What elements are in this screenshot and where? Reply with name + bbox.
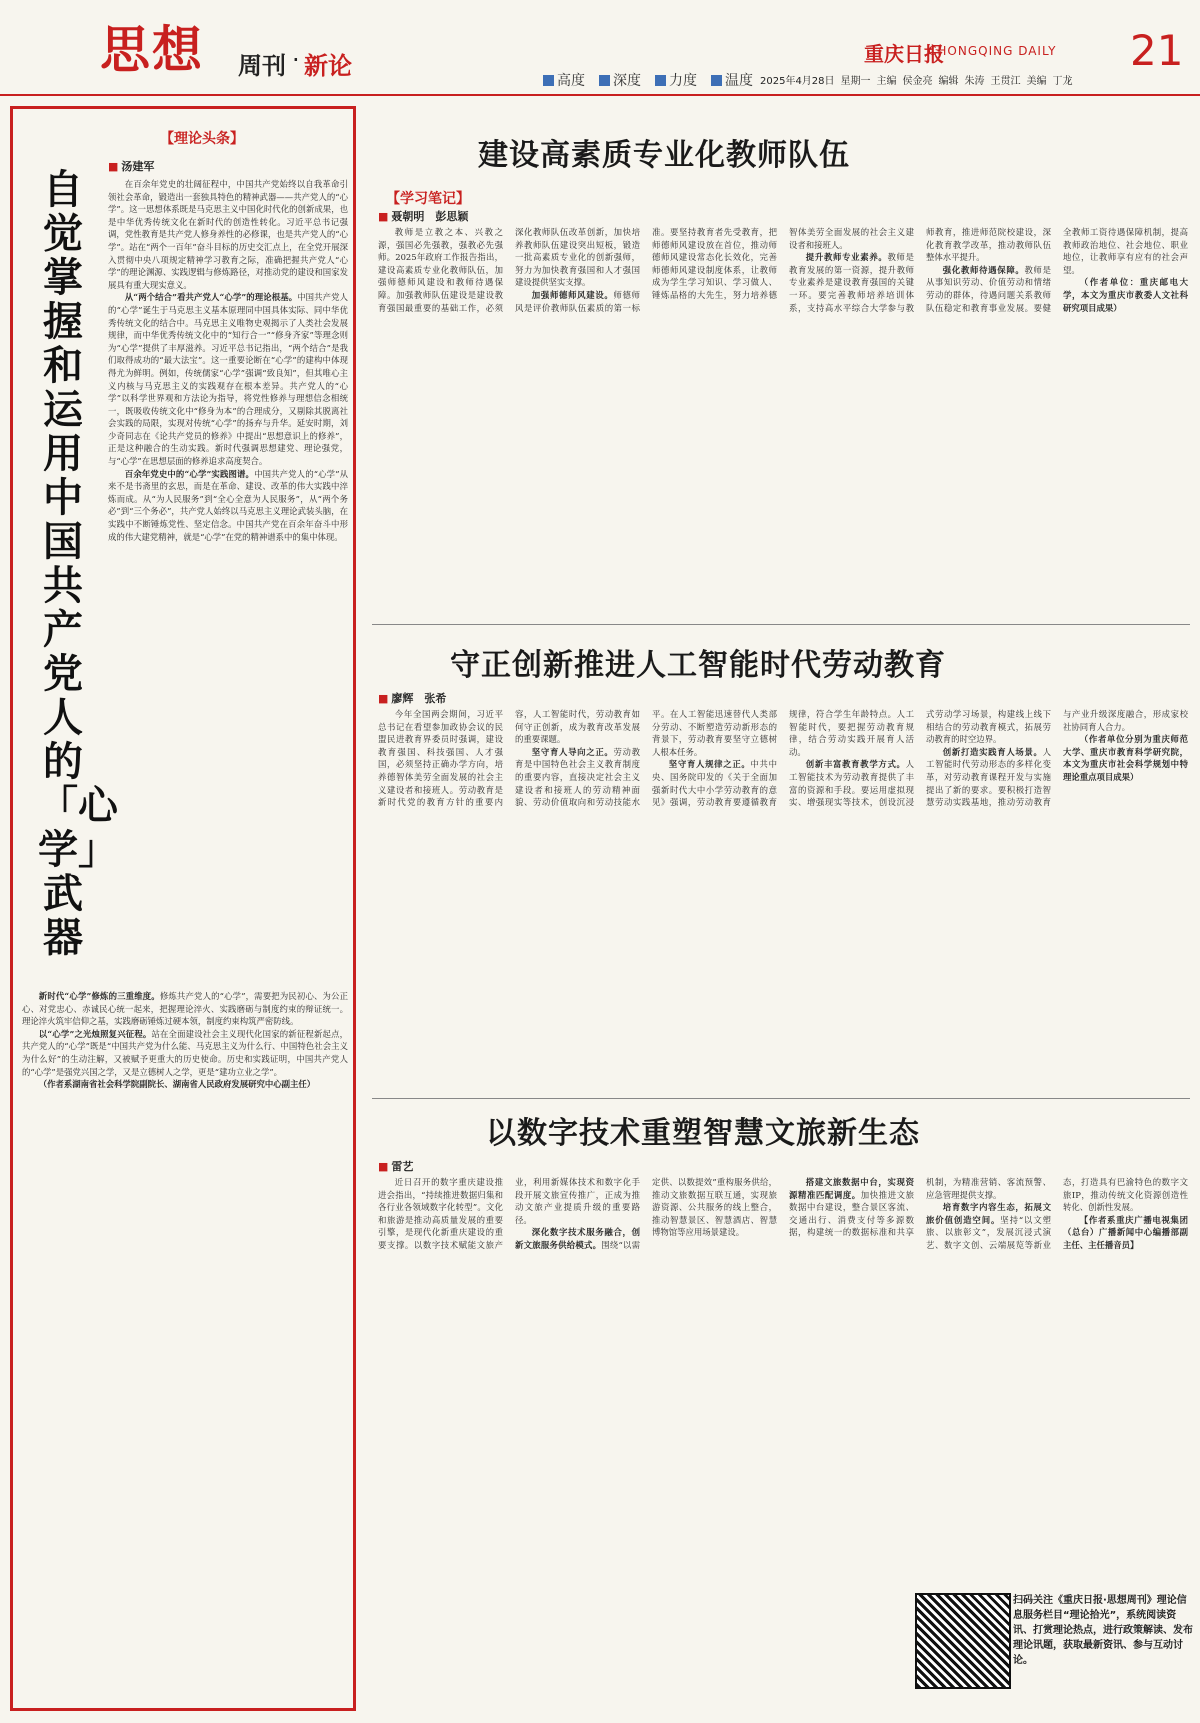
- section-heading: 从“两个结合”看共产党人“心学”的理论根基。: [124, 292, 298, 303]
- article-2-title: 守正创新推进人工智能时代劳动教育: [450, 648, 946, 683]
- section-heading: 百余年党史中的“心学”实践图谱。: [124, 468, 255, 479]
- author-note: （作者单位分别为重庆师范大学、重庆市教育科学研究院，本文为重庆市社会科学规划中特理论重点项目成果）: [1063, 734, 1188, 782]
- section-heading: 坚守育人规律之正。: [668, 759, 751, 770]
- copy-editor-label: 编辑: [938, 76, 959, 87]
- section-text: 站在全面建设社会主义现代化国家的新征程新起点，共产党人的“心学”既是“中国共产党为什么能、马克思主义为什么行、中国特色社会主义为什么好”的生动注解，又被赋予更重大的历史使命。历史和实践证明，中国共产党人的“心学”是强党兴国之学，又是立德树人之学，更是“建功立业之学”。: [22, 1028, 348, 1077]
- article-3-author: ■ 雷艺: [378, 1158, 413, 1174]
- article-3-body: [378, 1176, 1188, 1576]
- issue-date: 2025年4月28日: [760, 76, 835, 87]
- section-text: 中国共产党人的“心学”诞生于马克思主义基本原理同中国具体实际、同中华优秀传统文化的结合中。马克思主义唯物史观揭示了人类社会发展规律，而中华优秀传统文化中的“知行合一”“修身齐家”等理念则为“心学”提供了丰厚滋养。习近平总书记指出，“两个结合”是我们取得成功的“最大法宝”。这一重要论断在“心学”的建构中体现得尤为鲜明。例如，传统儒家“心学”强调“致良知”，但其唯心主义内核与马克思主义的实践观存在根本差异。共产党人的“心学”以科学世界观和方法论为指导，将党性修养与理想信念相统一，既吸收传统文化中“修身为本”的合理成分，又剔除其脱离社会实践的局限，实现对传统“心学”的扬弃与升华。延安时期，刘少奇同志在《论共产党员的修养》中提出“思想意识上的修养”，正是这种融合的生动实践。新时代强调思想建党、理论强党，与“心学”在思想层面的修养追求高度契合。: [108, 292, 348, 467]
- section-text: 修炼共产党人的“心学”，需要把为民初心、为公正心、对党忠心、赤诚民心统一起来，把握理论淬火、实践磨砺与制度约束的辩证统一。理论淬火筑牢信仰之基，实践磨砺锤炼过硬本领，制度约束构筑严密防线。: [22, 991, 348, 1027]
- author-note: 【作者系重庆广播电视集团（总台）广播新闻中心编播部副主任、主任播音员】: [1063, 1214, 1188, 1250]
- article-author: ■ 汤建军: [108, 158, 154, 174]
- section-text: 围绕“以需定供、以数提效”重构服务供给，推动文旅数据互联互通，实现旅游资源、公共服务的线上整合，推动智慧景区、智慧酒店、智慧博物馆等应用场景建设。: [601, 1177, 777, 1250]
- newspaper-name: 重庆日报: [864, 42, 944, 66]
- square-icon: [543, 75, 554, 86]
- section-divider: [372, 1098, 1190, 1099]
- paragraph: 近日召开的数字重庆建设推进会指出，“持续推进数据归集和各行业各领域数字化转型”。文化和旅游是推动高质量发展的重要引擎，是现代化新重庆建设的重要支撑。以数字技术赋能文旅产业，利用新媒体技术和数字化手段开展文旅宣传推广，正成为推动文旅产业提质升级的重要路径。: [378, 1177, 640, 1250]
- section-text: 教师是从事知识劳动、价值劳动和情绪劳动的群体，待遇问题关系教师队伍稳定和教育事业发展。要健全教师工资待遇保障机制，提高教师政治地位、社会地位、职业地位，让教师享有应有的社会声望。: [926, 227, 1188, 313]
- weekly-label: 周刊: [238, 52, 286, 80]
- qr-caption: 扫码关注《重庆日报·思想周刊》理论信息服务栏目“理论拾光”，系统阅读资讯、打赏理论热点，进行政策解读、发布理论讯题，获取最新资讯、参与互动讨论。: [1013, 1595, 1193, 1666]
- tag-item: 高度: [543, 70, 585, 90]
- editor-name: 侯金亮: [902, 76, 933, 87]
- section-heading: 培育数字内容生态，拓展文旅价值创造空间。: [926, 1202, 1051, 1225]
- section-title: 思想: [100, 20, 204, 79]
- lead-article-body-upper: [108, 178, 348, 978]
- section-text: 加快推进文旅数据中台建设，整合景区客流、交通出行、消费支付等多源数据，构建统一的数据标准和共享机制，为精准营销、客流预警、应急管理提供支撑。: [789, 1177, 1051, 1238]
- lead-article-body-lower: [22, 990, 348, 1690]
- section-heading: 深化数字技术服务融合，创新文旅服务供给模式。: [515, 1227, 640, 1250]
- article-2-authors: ■ 廖辉 张希: [378, 690, 446, 706]
- section-heading: 搭建文旅数据中台，实现资源精准匹配调度。: [789, 1177, 914, 1200]
- section-text: 人工智能时代劳动形态的多样化变革，对劳动教育课程开发与实施提出了新的要求。要积极打造智慧劳动实践基地，推动劳动教育与产业升级深度融合，形成家校社协同育人合力。: [926, 709, 1188, 808]
- copy-editor-name-2: 王贯江: [990, 76, 1021, 87]
- square-icon: [711, 75, 722, 86]
- art-editor-label: 美编: [1026, 76, 1047, 87]
- lead-article-title: 自觉掌握和运用中国共产党人的「心学」武器: [38, 166, 118, 961]
- tag-item: 温度: [711, 70, 753, 90]
- paragraph: 教师是立教之本、兴教之源，强国必先强教，强教必先强师。2025年政府工作报告指出，建设高素质专业化教师队伍，加强师德师风建设和教师待遇保障。加强教师队伍建设是建设教育强国最重要的基础工作，必须深化教师队伍改革创新，加快培养教师队伍建设突出短板，锻造一批高素质专业化的创新强师，努力为加快教育强国和人才强国建设提供坚实支撑。: [378, 227, 640, 313]
- art-editor-name: 丁龙: [1052, 76, 1073, 87]
- lead-paragraph: 在百余年党史的壮阔征程中，中国共产党始终以自我革命引领社会革命，锻造出一套独具特色的精神武器——共产党人的“心学”。这一思想体系既是马克思主义中国化时代化的创新成果，也是中华优秀传统文化在新时代的创造性转化。习近平总书记强调，党性教育是共产党人修身养性的必修课，也是共产党人的“心学”。站在“两个一百年”奋斗目标的历史交汇点上，在全党开展深入贯彻中央八项规定精神学习教育之际，准确把握共产党人“心学”的理论渊源、实践逻辑与修炼路径，对推动党的建设和国家发展具有重大现实意义。: [108, 179, 348, 290]
- copy-editor-name: 朱涛: [964, 76, 985, 87]
- article-1-title: 建设高素质专业化教师队伍: [478, 138, 850, 173]
- masthead-tags: [543, 70, 753, 90]
- section-subtitle: 新论: [304, 52, 352, 80]
- column-tag-study: 【学习笔记】: [386, 191, 470, 207]
- article-2-body: [378, 708, 1188, 1088]
- section-heading: 坚守育人导向之正。: [531, 746, 614, 757]
- tag-item: 力度: [655, 70, 697, 90]
- section-divider: [372, 624, 1190, 625]
- article-1-authors: ■ 聂朝明 彭思颖: [378, 208, 468, 224]
- square-icon: [599, 75, 610, 86]
- section-heading: 以“心学”之光烛照复兴征程。: [38, 1028, 152, 1039]
- author-note: （作者系湖南省社会科学院副院长、湖南省人民政府发展研究中心副主任）: [38, 1079, 316, 1090]
- section-text: 师德师风是评价教师队伍素质的第一标准。要坚持教育者先受教育，把师德师风建设放在首位，推动师德师风建设常态化长效化，完善师德师风建设制度体系，让教师成为学生学习知识、学习做人、锤炼品格的大先生，努力培养德智体美劳全面发展的社会主义建设者和接班人。: [515, 227, 914, 313]
- editor-label: 主编: [876, 76, 897, 87]
- section-text: 中共中央、国务院印发的《关于全面加强新时代大中小学劳动教育的意见》强调，劳动教育要遵循教育规律，符合学生年龄特点。人工智能时代，要把握劳动教育规律，结合劳动实践开展育人活动。: [652, 709, 914, 808]
- section-heading: 强化教师待遇保障。: [942, 264, 1025, 275]
- section-heading: 创新打造实践育人场景。: [942, 746, 1043, 757]
- section-heading: 加强师德师风建设。: [531, 289, 614, 300]
- section-heading: 提升教师专业素养。: [805, 252, 888, 263]
- newspaper-name-en: CHONGQING DAILY: [928, 44, 1057, 58]
- header-rule: [0, 94, 1200, 96]
- section-text: 教师是教育发展的第一资源，提升教师专业素养是建设教育强国的关键一环。要完善教师培养培训体系，支持高水平综合大学参与教师教育，推进师范院校建设，深化教育教学改革，推动教师队伍整体水平提升。: [789, 227, 1051, 313]
- issue-weekday: 星期一: [840, 76, 871, 87]
- article-1-body: [378, 226, 1188, 646]
- qr-code[interactable]: [915, 1593, 1011, 1689]
- author-note: （作者单位：重庆邮电大学，本文为重庆市教委人文社科研究项目成果）: [1063, 277, 1188, 313]
- section-heading: 新时代“心学”修炼的三重维度。: [38, 991, 160, 1001]
- paragraph: 今年全国两会期间，习近平总书记在看望参加政协会议的民盟民进教育界委员时强调，建设教育强国、科技强国、人才强国，必须坚持正确办学方向，培养德智体美劳全面发展的社会主义建设者和接班人。劳动教育是新时代党的教育方针的重要内容，人工智能时代，劳动教育如何守正创新，成为教育改革发展的重要课题。: [378, 709, 640, 808]
- section-text: 中国共产党人的“心学”从来不是书斋里的玄思，而是在革命、建设、改革的伟大实践中淬炼而成。从“为人民服务”到“全心全意为人民服务”，从“两个务必”到“三个务必”，共产党人始终以马克思主义理论武装头脑，在实践中不断锤炼党性、坚定信念。中国共产党在百余年奋斗中形成的伟大建党精神，就是“心学”在党的精神谱系中的集中体现。: [108, 468, 348, 542]
- page-number: 21: [1130, 26, 1184, 75]
- section-heading: 创新丰富教育教学方式。: [805, 759, 906, 770]
- square-icon: [655, 75, 666, 86]
- article-3-title: 以数字技术重塑智慧文旅新生态: [486, 1116, 920, 1151]
- section-text: 劳动教育是中国特色社会主义教育制度的重要内容，直接决定社会主义建设者和接班人的劳动精神面貌、劳动价值取向和劳动技能水平。在人工智能迅速替代人类部分劳动、不断塑造劳动新形态的背景下，劳动教育要坚守立德树人根本任务。: [515, 709, 777, 808]
- section-text: 坚持“以文塑旅、以旅彰文”，发展沉浸式演艺、数字文创、云端展览等新业态，打造具有巴渝特色的数字文旅IP，推动传统文化资源创造性转化、创新性发展。: [926, 1177, 1188, 1250]
- issue-meta: [760, 72, 1073, 87]
- section-text: 人工智能技术为劳动教育提供了丰富的资源和手段。要运用虚拟现实、增强现实等技术，创设沉浸式劳动学习场景，构建线上线下相结合的劳动教育模式，拓展劳动教育的时空边界。: [789, 709, 1051, 808]
- title-separator: ·: [292, 46, 300, 74]
- column-tag: 【理论头条】: [160, 131, 244, 147]
- tag-item: 深度: [599, 70, 641, 90]
